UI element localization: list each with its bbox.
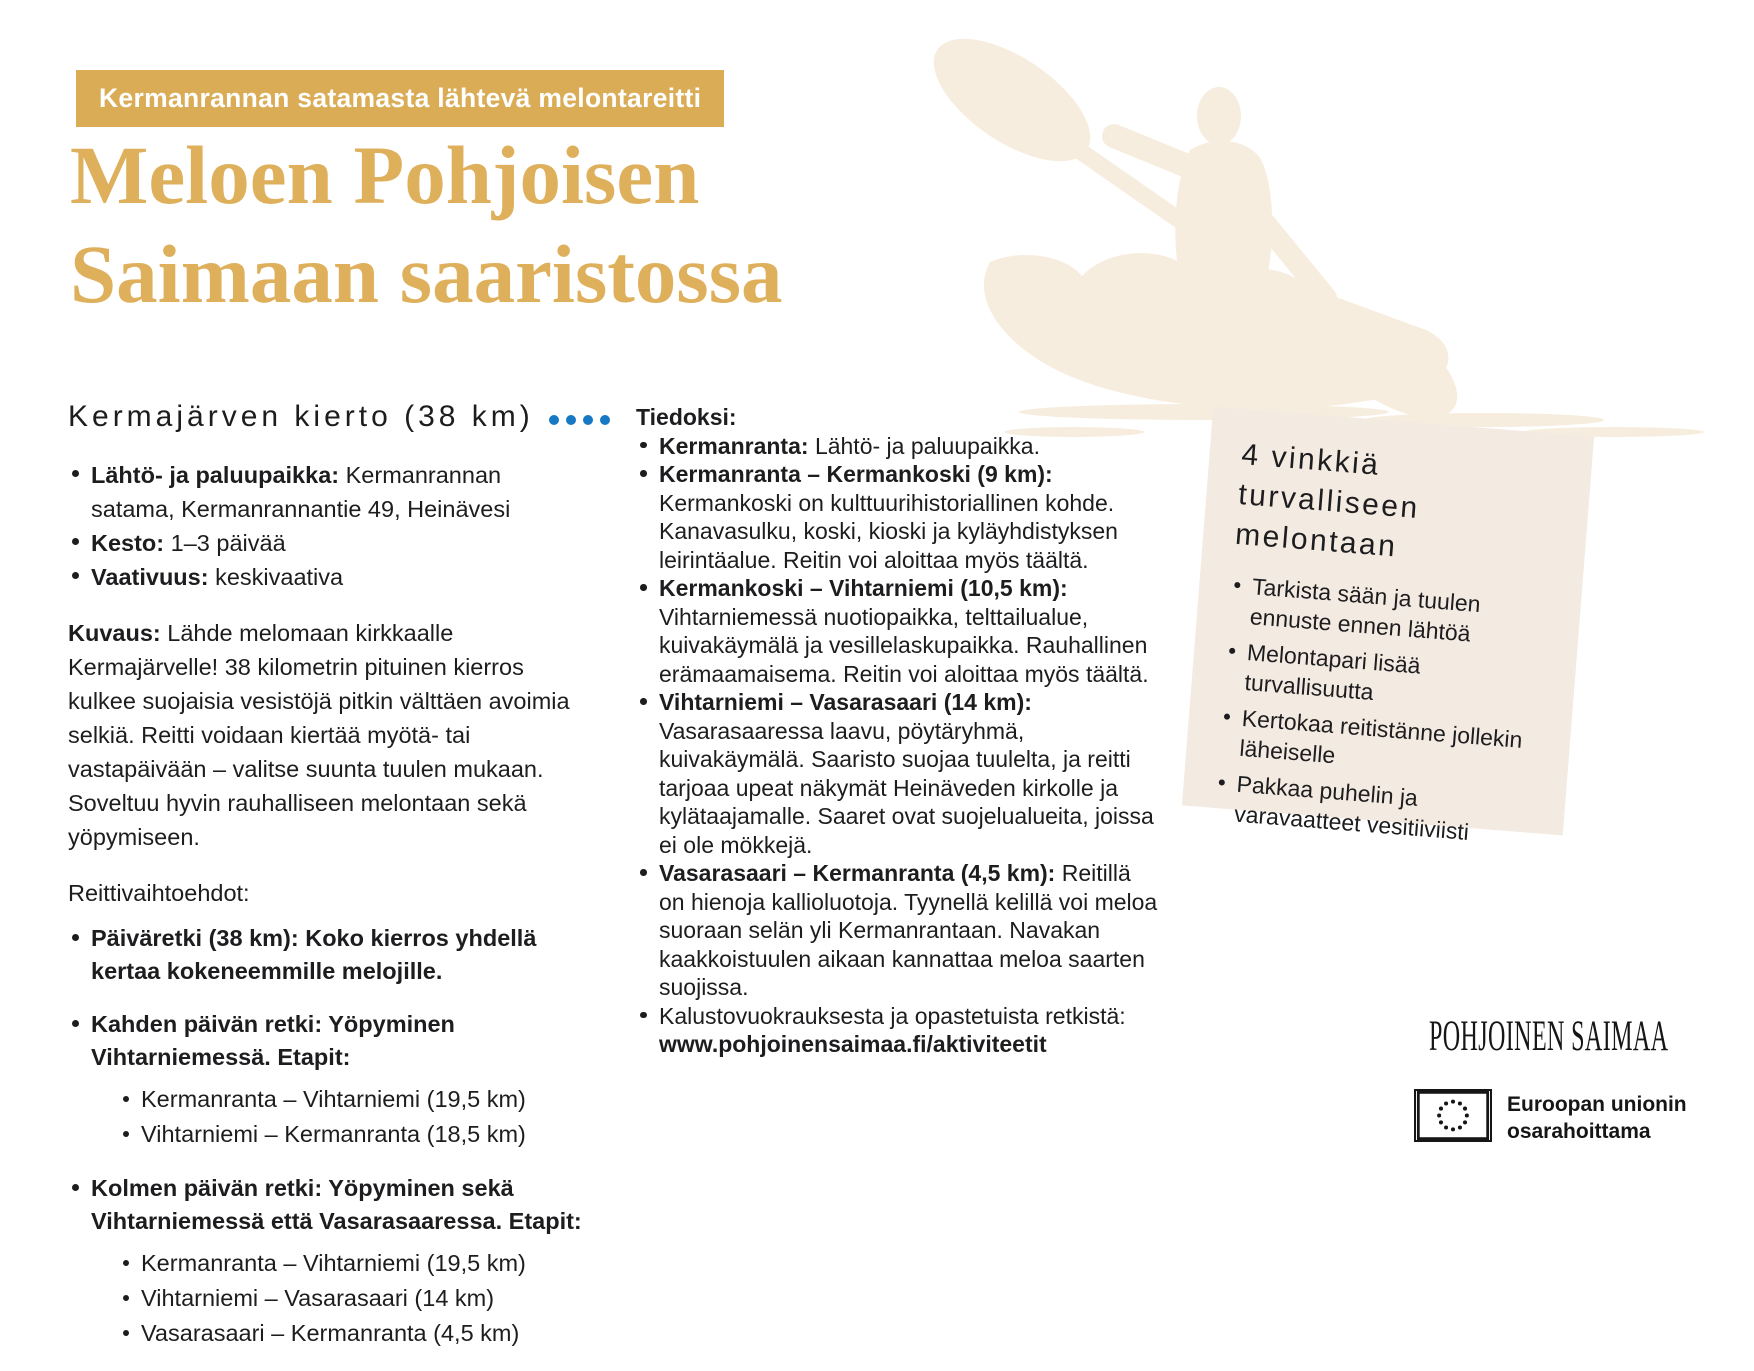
route-options-list <box>68 922 590 1351</box>
stage-list <box>119 1246 590 1351</box>
tip-item: Melontapari lisää turvallisuutta <box>1223 636 1547 720</box>
option-three-day-trip: Kolmen päivän retki: Yöpyminen sekä Vihtarniemessä että Vasarasaaressa. Etapit: Kermanranta – Vihtarniemi (19,5 km) Vihtarniemi – Vasarasaari (14 km) Vasarasaari – Kermanranta (4,5 km) <box>68 1172 590 1351</box>
info-vihtarniemi-vasarasaari: Vihtarniemi – Vasarasaari (14 km): Vasarasaaressa laavu, pöytäryhmä, kuivakäymälä. Saaristo suojaa tuulelta, ja reitti tarjoaa upeat näkymät Heinäveden kirkolle ja kylätaajamalle. Saaret ovat suojelualueita, joissa ei ole mökkejä. <box>636 688 1160 859</box>
eu-funding-block <box>1414 1089 1687 1145</box>
accent-dots <box>549 415 610 425</box>
route-description: Kuvaus: Lähde melomaan kirkkaalle Kermajärvelle! 38 kilometrin pituinen kierros kulkee suojaisia vesistöjä pitkin välttäen avoimia selkiä. Reitti voidaan kiertää myötä- tai vastapäivään – valitse suunta tuulen mukaan. Soveltuu hyvin rauhalliseen melontaan sekä yöpymiseen. <box>68 620 570 850</box>
info-list <box>636 432 1160 1059</box>
tip-item: Pakkaa puhelin ja varavaatteet vesitiiviisti <box>1212 768 1536 852</box>
info-column <box>636 403 1160 1059</box>
info-vasarasaari-kermanranta: Vasarasaari – Kermanranta (4,5 km): Reitillä on hienoja kallioluotoja. Tyynellä kelillä voi meloa suoraan selän yli Kermanrantaan. Navakan kaakkoistuulen aikaan kannattaa meloa saarten suojissa. <box>636 859 1160 1002</box>
fact-start-end: Lähtö- ja paluupaikka: Kermanrannan satama, Kermanrannantie 49, Heinävesi <box>68 458 590 526</box>
kayaker-silhouette-image <box>954 0 1754 440</box>
route-badge: Kermanrannan satamasta lähtevä melontareitti <box>76 70 724 127</box>
safety-tips-card <box>1182 407 1594 845</box>
stage-item: Vasarasaari – Kermanranta (4,5 km) <box>119 1316 590 1351</box>
info-rental: Kalustovuokrauksesta ja opastetuista retkistä: www.pohjoinensaimaa.fi/aktiviteetit <box>636 1002 1160 1059</box>
option-day-trip: Päiväretki (38 km): Koko kierros yhdellä kertaa kokeneemmille melojille. <box>68 922 590 988</box>
fact-difficulty: Vaativuus: keskivaativa <box>68 560 590 594</box>
info-heading: Tiedoksi: <box>636 404 737 430</box>
route-heading-text: Kermajärven kierto (38 km) <box>68 400 534 433</box>
route-options-heading: Reittivaihtoehdot: <box>68 880 250 906</box>
eu-flag-icon <box>1414 1089 1492 1142</box>
route-heading <box>68 400 590 434</box>
stage-item: Kermanranta – Vihtarniemi (19,5 km) <box>119 1082 590 1117</box>
route-facts-list <box>68 458 590 594</box>
page-title-line2: Saimaan saaristossa <box>70 228 783 320</box>
info-kermankoski-vihtarniemi: Kermankoski – Vihtarniemi (10,5 km): Vihtarniemessä nuotiopaikka, telttailualue, kuivakäymälä ja vesillelaskupaikka. Rauhallinen erämaamaisema. Reitin voi aloittaa myös täältä. <box>636 574 1160 688</box>
tip-item: Kertokaa reitistänne jollekin läheiselle <box>1217 702 1541 786</box>
route-column <box>68 400 590 1371</box>
stage-item: Kermanranta – Vihtarniemi (19,5 km) <box>119 1246 590 1281</box>
page-title-line1: Meloen Pohjoisen <box>70 129 700 221</box>
tips-heading: 4 vinkkiä turvalliseen melontaan <box>1234 438 1421 564</box>
tip-item: Tarkista sään ja tuulen ennuste ennen lähtöä <box>1228 571 1552 655</box>
option-two-day-trip: Kahden päivän retki: Yöpyminen Vihtarniemessä. Etapit: Kermanranta – Vihtarniemi (19,5 km) Vihtarniemi – Kermanranta (18,5 km) <box>68 1008 590 1152</box>
stage-item: Vihtarniemi – Kermanranta (18,5 km) <box>119 1117 590 1152</box>
page-title <box>70 126 783 324</box>
stage-item: Vihtarniemi – Vasarasaari (14 km) <box>119 1281 590 1316</box>
info-kermanranta: Kermanranta: Lähtö- ja paluupaikka. <box>636 432 1160 461</box>
stage-list <box>119 1082 590 1152</box>
website-link[interactable]: www.pohjoinensaimaa.fi/aktiviteetit <box>659 1031 1047 1057</box>
tips-list <box>1212 571 1551 852</box>
brand-logo: POHJOINEN SAIMAA <box>1429 1013 1669 1061</box>
eu-funding-text: Euroopan unionin osarahoittama <box>1507 1093 1687 1143</box>
info-kermanranta-kermankoski: Kermanranta – Kermankoski (9 km): Kermankoski on kulttuurihistoriallinen kohde. Kanavasulku, koski, kioski ja kyläyhdistyksen leirintäalue. Reitin voi aloittaa myös täältä. <box>636 460 1160 574</box>
fact-duration: Kesto: 1–3 päivää <box>68 526 590 560</box>
